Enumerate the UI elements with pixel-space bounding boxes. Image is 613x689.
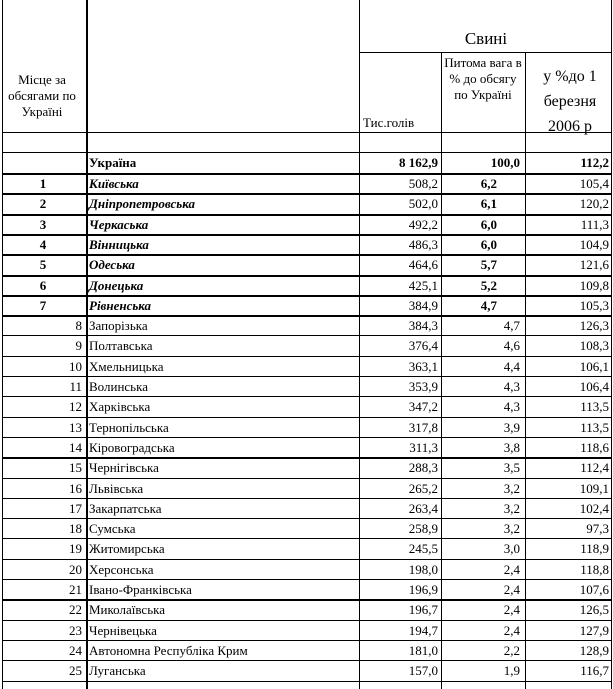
row-share: 2,4 (503, 561, 520, 577)
row-share: 3,2 (503, 500, 520, 516)
row-heads: 384,9 (408, 297, 438, 313)
row-border (2, 356, 611, 357)
row-border (2, 234, 611, 236)
row-border (2, 214, 611, 216)
row-share: 4,4 (503, 358, 520, 374)
row-rank: 24 (69, 642, 82, 658)
row-rank: 14 (69, 439, 82, 455)
row-share: 6,1 (480, 196, 497, 212)
total-change: 112,2 (580, 155, 609, 170)
row-rank: 11 (69, 379, 82, 394)
row-border (2, 681, 611, 682)
row-region-name: Сумська (89, 521, 136, 537)
column-border (86, 0, 88, 689)
row-change: 118,8 (580, 561, 609, 577)
row-region-name: Чернівецька (89, 622, 157, 638)
row-border (2, 599, 611, 601)
row-heads: 196,7 (408, 602, 438, 618)
row-border (2, 660, 611, 661)
row-border (2, 579, 611, 580)
row-rank: 6 (39, 277, 47, 293)
row-rank: 2 (39, 196, 47, 212)
row-border (2, 254, 611, 256)
row-share: 4,3 (503, 379, 520, 394)
row-region-name: Запорізька (89, 318, 148, 334)
row-rank: 9 (75, 338, 82, 354)
row-heads: 363,1 (408, 358, 438, 374)
row-border (2, 518, 611, 519)
row-border (2, 295, 611, 297)
row-rank: 22 (69, 602, 82, 618)
row-border (2, 152, 611, 153)
row-change: 108,3 (579, 338, 609, 354)
row-region-name: Волинська (89, 379, 148, 394)
row-change: 126,3 (579, 318, 609, 334)
row-rank: 10 (69, 358, 82, 374)
row-share: 6,0 (480, 236, 497, 252)
row-border (2, 193, 611, 195)
row-region-name: Полтавська (89, 338, 153, 354)
row-border (2, 396, 611, 397)
row-region-name: Хмельницька (89, 358, 164, 374)
row-share: 5,2 (480, 277, 497, 293)
row-heads: 194,7 (408, 622, 438, 638)
row-rank: 1 (39, 176, 47, 191)
row-change: 128,9 (579, 642, 609, 658)
row-rank: 5 (39, 257, 47, 273)
row-heads: 353,9 (408, 379, 438, 394)
row-change: 111,3 (580, 216, 609, 232)
row-heads: 492,2 (408, 216, 438, 232)
row-change: 126,5 (579, 602, 609, 618)
row-share: 3,2 (503, 521, 520, 537)
row-border (2, 417, 611, 418)
row-region-name: Чернігівська (89, 460, 159, 476)
share-header: Питома вага в % до обсягу по Україні (444, 55, 522, 102)
column-border (2, 0, 3, 689)
row-region-name: Миколаївська (89, 602, 166, 618)
row-change: 113,5 (580, 399, 609, 415)
row-region-name: Тернопільська (89, 419, 169, 435)
pigs-group-header: Свині (464, 29, 508, 48)
place-header: Місце за обсягами по Україні (8, 72, 76, 119)
row-border (2, 437, 611, 438)
row-region-name: Харківська (89, 399, 151, 415)
row-rank: 13 (69, 419, 82, 435)
column-border (359, 0, 360, 689)
row-share: 2,4 (503, 602, 520, 618)
row-rank: 18 (69, 521, 82, 537)
row-change: 127,9 (579, 622, 609, 638)
row-border (2, 498, 611, 499)
row-share: 1,9 (503, 663, 520, 679)
row-change: 112,4 (580, 460, 609, 476)
row-change: 104,9 (579, 236, 609, 252)
row-change: 106,4 (579, 379, 609, 394)
column-border (441, 52, 442, 689)
row-heads: 198,0 (408, 561, 438, 577)
row-heads: 486,3 (408, 236, 438, 252)
row-share: 6,0 (480, 216, 497, 232)
row-share: 4,7 (503, 318, 520, 334)
row-rank: 16 (69, 480, 82, 496)
row-change: 118,6 (580, 439, 609, 455)
row-rank: 17 (69, 500, 82, 516)
row-share: 4,3 (503, 399, 520, 415)
row-rank: 8 (75, 318, 82, 334)
row-share: 4,7 (480, 297, 497, 313)
row-heads: 288,3 (408, 460, 438, 476)
row-heads: 464,6 (408, 257, 438, 273)
row-heads: 508,2 (408, 176, 438, 191)
row-change: 109,1 (579, 480, 609, 496)
row-share: 3,0 (503, 541, 520, 557)
row-rank: 15 (69, 460, 82, 476)
row-rank: 21 (69, 582, 82, 597)
row-region-name: Львівська (89, 480, 144, 496)
row-rank: 12 (69, 399, 82, 415)
row-heads: 425,1 (408, 277, 438, 293)
row-rank: 25 (69, 663, 82, 679)
row-heads: 263,4 (408, 500, 438, 516)
row-border (2, 640, 611, 641)
row-change: 102,4 (579, 500, 609, 516)
row-border (2, 335, 611, 336)
row-change: 109,8 (579, 277, 609, 293)
row-border (2, 376, 611, 377)
row-rank: 23 (69, 622, 82, 638)
row-region-name: Луганська (89, 663, 146, 679)
row-share: 2,4 (503, 622, 520, 638)
column-border (611, 0, 612, 689)
row-heads: 311,3 (409, 439, 438, 455)
total-heads: 8 162,9 (399, 155, 438, 170)
row-heads: 347,2 (408, 399, 438, 415)
row-rank: 4 (39, 236, 47, 252)
row-share: 5,7 (480, 257, 497, 273)
row-border (2, 132, 611, 133)
row-border (2, 478, 611, 479)
row-region-name: Рівненська (89, 297, 152, 313)
row-heads: 245,5 (408, 541, 438, 557)
total-share: 100,0 (490, 155, 520, 170)
row-region-name: Донецька (89, 277, 144, 293)
row-change: 106,1 (579, 358, 609, 374)
row-rank: 7 (39, 297, 47, 313)
row-share: 6,2 (480, 176, 497, 191)
row-border (2, 620, 611, 621)
row-change: 97,3 (586, 521, 609, 537)
row-change: 107,6 (579, 582, 609, 597)
row-share: 4,6 (503, 338, 520, 354)
row-border (2, 173, 611, 175)
row-border (2, 275, 611, 277)
row-region-name: Черкаська (89, 216, 149, 232)
row-change: 121,6 (579, 257, 609, 273)
row-heads: 181,0 (408, 642, 438, 658)
row-share: 2,2 (503, 642, 520, 658)
row-change: 105,4 (579, 176, 609, 191)
row-heads: 258,9 (408, 521, 438, 537)
row-heads: 157,0 (408, 663, 438, 679)
row-rank: 19 (69, 541, 82, 557)
row-change: 118,9 (580, 541, 609, 557)
row-region-name: Закарпатська (89, 500, 162, 516)
thousand-heads-header: Тис.голів (363, 115, 415, 130)
change-header: у %до 1 березня 2006 р (543, 68, 597, 135)
column-border (525, 52, 526, 689)
row-region-name: Івано-Франківська (89, 582, 192, 597)
row-share: 3,2 (503, 480, 520, 496)
row-region-name: Автономна Республіка Крим (89, 642, 248, 658)
row-border (2, 457, 611, 459)
row-change: 120,2 (579, 196, 609, 212)
row-region-name: Житомирська (89, 541, 165, 557)
row-heads: 265,2 (408, 480, 438, 496)
row-share: 2,4 (503, 582, 520, 597)
row-share: 3,5 (503, 460, 520, 476)
row-border (2, 559, 611, 560)
row-heads: 384,3 (408, 318, 438, 334)
row-border (2, 538, 611, 539)
total-name: Україна (89, 155, 137, 170)
row-region-name: Херсонська (89, 561, 154, 577)
row-rank: 3 (39, 216, 47, 232)
row-change: 113,5 (580, 419, 609, 435)
row-heads: 317,8 (408, 419, 438, 435)
row-change: 105,3 (579, 297, 609, 313)
row-change: 116,7 (580, 663, 609, 679)
row-heads: 196,9 (408, 582, 438, 597)
row-region-name: Вінницька (89, 236, 149, 252)
row-rank: 20 (69, 561, 82, 577)
row-region-name: Дніпропетровська (89, 196, 195, 212)
row-border (2, 315, 611, 317)
row-border (359, 52, 611, 53)
row-heads: 376,4 (408, 338, 438, 354)
row-share: 3,9 (503, 419, 520, 435)
row-region-name: Кіровоградська (89, 439, 175, 455)
row-region-name: Київська (89, 176, 139, 191)
row-region-name: Одеська (89, 257, 135, 273)
row-share: 3,8 (503, 439, 520, 455)
row-heads: 502,0 (408, 196, 438, 212)
